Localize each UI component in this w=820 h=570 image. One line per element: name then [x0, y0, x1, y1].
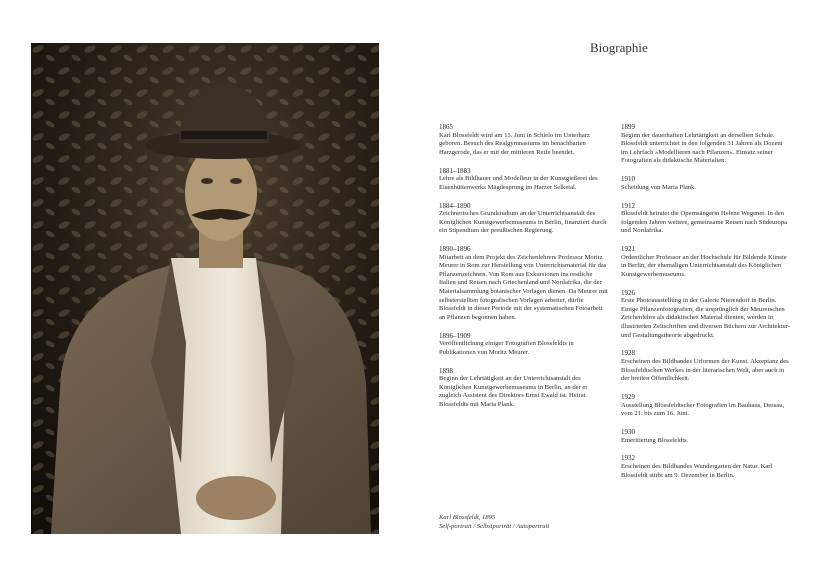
entry-year: 1912 — [621, 201, 635, 210]
timeline-entry — [439, 332, 609, 358]
entry-year: 1898 — [439, 366, 453, 375]
entry-year: 1890–1896 — [439, 245, 471, 254]
timeline-entry — [621, 245, 791, 279]
timeline-entry — [621, 454, 791, 480]
entry-year: 1928 — [621, 349, 635, 358]
entry-text: Erste Photoausstellung in der Galerie Nierendorf in Berlin. Einige Pflanzenfotografien, die ursprünglich der Meurerschen Zeichenlehre als didaktisches Material dienten, werden in illustrierten Zeitschriften und diversen Büchern zur Architektur- und Gestaltungstheorie abgedruckt. — [621, 297, 791, 339]
entry-text: Beginn der Lehrtätigkeit an der Unterrichtsanstalt des Königlichen Kunstgewerbemuseums in Berlin, an der er zugleich Assistent des Direktors Ernst Ewald ist. Heirat Blossfeldts mit Maria Plank. — [439, 375, 588, 408]
page-title: Biographie — [590, 40, 648, 55]
photo-caption — [439, 513, 614, 531]
entry-text: Veröffentlichung einiger Fotografien Blossfeldts in Publikationen von Moritz Meurer. — [439, 340, 574, 356]
timeline-column-right — [621, 123, 791, 489]
timeline-entry — [621, 123, 791, 166]
entry-text: Zeichnerisches Grundstudium an der Unterrichtsanstalt des Königlichen Kunstgewerbemuseums in Berlin, finanziert durch ein Stipendium der preußischen Regierung. — [439, 210, 607, 235]
entry-text: Lehre als Bildhauer und Modelleur in der Kunstgießerei des Eisenhüttenwerks Mägdesprung im Harzer Selketal. — [439, 175, 598, 191]
entry-year: 1932 — [621, 454, 635, 463]
entry-text: Karl Blossfeldt wird am 13. Juni in Schielo im Unterharz geboren. Besuch des Realgymnasiums im benachbarten Harzgerode, das er mit der mittleren Reife beendet. — [439, 131, 590, 156]
entry-text: Ordentlicher Professor an der Hochschule für Bildende Künste in Berlin, der ehemaligen Unterrichtsanstalt des Königlichen Kunstgewerbemuseums. — [621, 253, 787, 278]
entry-text: Scheidung von Maria Plank. — [621, 183, 697, 191]
entry-year: 1926 — [621, 288, 635, 297]
timeline-entry — [621, 202, 791, 236]
entry-text: Beginn der dauerhaften Lehrtätigkeit an derselben Schule. Blossfeldt unterrichtet in den folgenden 31 Jahren als Dozent im Lehrfach »Modellieren nach Pflanzen«. Einsatz seiner Fotografien als didaktische Materialien. — [621, 131, 783, 165]
timeline-entry — [439, 123, 609, 157]
timeline-entry — [621, 393, 791, 419]
entry-text: Erscheinen des Bildbandes Urformen der Kunst. Akzeptanz des Blossfeldtschen Werkes in der literarischen Welt, aber auch in der breiten Öffentlichkeit. — [621, 358, 789, 383]
entry-text: Blossfeldt heiratet die Opernsängerin Helene Wegener. In den folgenden Jahren weitere, gemeinsame Reisen nach Südeuropa und Nordafrika. — [621, 210, 788, 235]
portrait-illustration — [31, 43, 379, 534]
entry-year: 1881–1883 — [439, 166, 471, 175]
timeline-column-left — [439, 123, 609, 419]
timeline-entry — [439, 202, 609, 236]
caption-subtitle: Self-portrait / Selbstporträt / Autoportrait — [439, 523, 550, 530]
timeline-entry — [621, 175, 791, 192]
entry-text: Erscheinen des Bildbandes Wundergarten der Natur. Karl Blossfeldt stirbt am 9. Dezember in Berlin. — [621, 462, 773, 479]
entry-year: 1921 — [621, 245, 635, 254]
entry-year: 1910 — [621, 175, 635, 184]
entry-year: 1865 — [439, 123, 453, 131]
entry-year: 1929 — [621, 392, 635, 401]
timeline-entry — [621, 349, 791, 383]
timeline-entry — [439, 245, 609, 322]
timeline-entry — [439, 367, 609, 410]
self-portrait-photo — [31, 43, 379, 534]
timeline-entry — [439, 167, 609, 193]
timeline-entry — [621, 289, 791, 341]
entry-year: 1899 — [621, 123, 635, 131]
timeline-entry — [621, 428, 791, 445]
entry-year: 1930 — [621, 427, 635, 436]
entry-year: 1896–1909 — [439, 331, 471, 340]
entry-text: Emeritierung Blossfeldts. — [621, 436, 689, 444]
entry-year: 1884–1890 — [439, 201, 471, 210]
entry-text: Mitarbeit an dem Projekt des Zeichenlehrers Professor Moritz Meurer in Rom zur Herstellung von Unterrichtsmaterial für das Pflanzenzeichnen. Von Rom aus Exkursionen ins restliche Italien und Reisen nach Griechenland und Nordafrika, die der Materialsammlung botanischer Vorlagen dienen. Da Meurer mit selbsterstellten fotografischen Vorlagen arbeitet, dürfte Blossfeldt in dieser Periode mit der systematischen Fotoarbeit an Pflanzen begonnen haben. — [439, 253, 608, 321]
caption-title: Karl Blossfeldt, 1895 — [439, 514, 496, 521]
entry-text: Ausstellung Blossfeldtscher Fotografien im Bauhaus, Dessau, vom 21. bis zum 16. Juni. — [621, 401, 785, 418]
